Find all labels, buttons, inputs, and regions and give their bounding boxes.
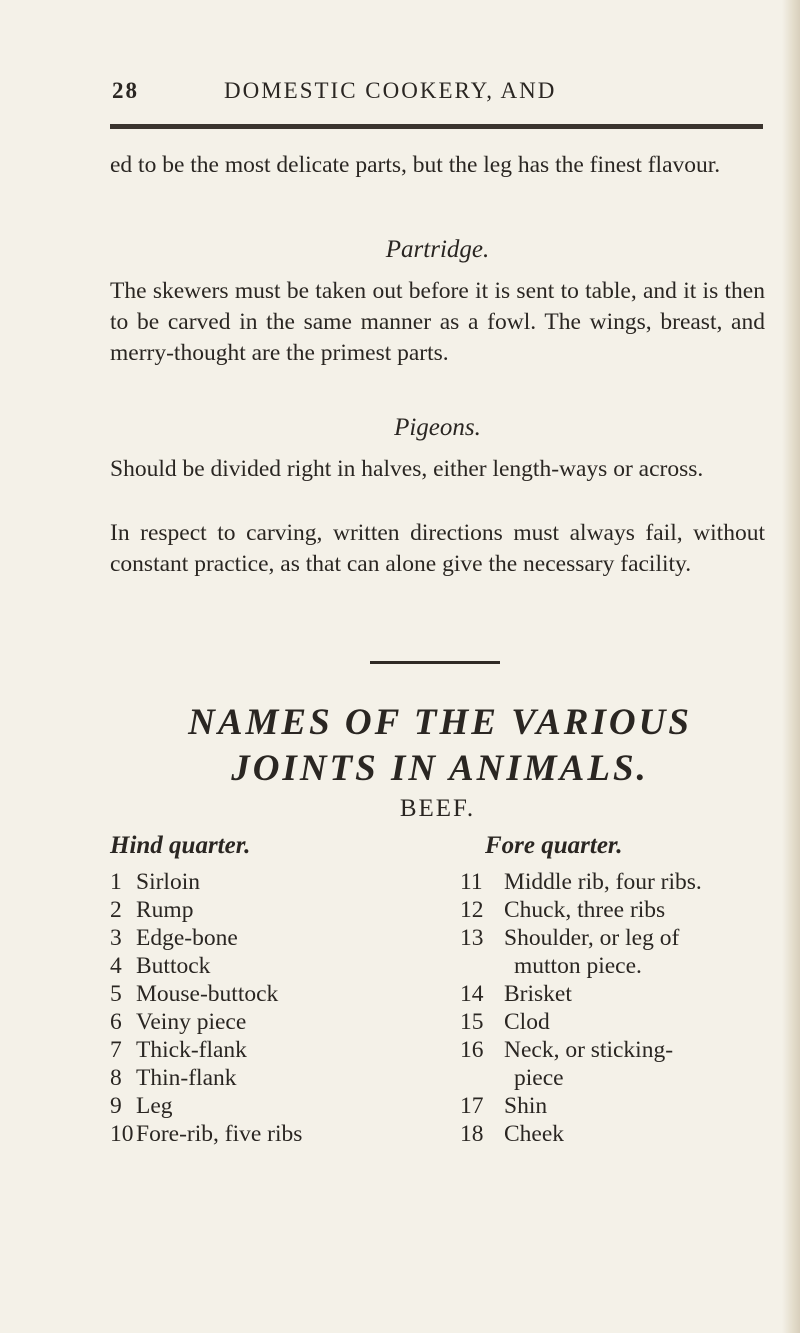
list-item: 10 Fore-rib, five ribs bbox=[110, 1121, 303, 1147]
list-item: 17 Shin bbox=[460, 1093, 548, 1119]
list-item: 5 Mouse-buttock bbox=[110, 981, 279, 1007]
list-item: 4 Buttock bbox=[110, 953, 211, 979]
list-item: 15 Clod bbox=[460, 1009, 550, 1035]
section-title-line-1: NAMES OF THE VARIOUS bbox=[188, 702, 692, 743]
section-title bbox=[100, 700, 780, 792]
list-item: 12 Chuck, three ribs bbox=[460, 897, 666, 923]
list-item: 1 Sirloin bbox=[110, 869, 200, 895]
running-head bbox=[112, 78, 712, 110]
section-divider bbox=[370, 661, 500, 664]
list-item: 16 Neck, or sticking- bbox=[460, 1037, 674, 1063]
list-item: 3 Edge-bone bbox=[110, 925, 238, 951]
page-edge-shadow bbox=[782, 0, 800, 1333]
list-item: 6 Veiny piece bbox=[110, 1009, 247, 1035]
subheading-beef: BEEF. bbox=[399, 795, 476, 822]
list-item: 13 Shoulder, or leg of bbox=[460, 925, 680, 951]
hind-quarter-heading: Hind quarter. bbox=[110, 832, 251, 859]
list-item-continuation: piece bbox=[514, 1065, 564, 1091]
list-item: 8 Thin-flank bbox=[110, 1065, 237, 1091]
list-item: 2 Rump bbox=[110, 897, 194, 923]
paragraph-carving-practice: In respect to carving, written directions must always fail, without constant practice, as that can alone give the necessary facility. bbox=[110, 520, 765, 577]
hind-quarter-list bbox=[110, 868, 302, 1148]
fore-quarter-list bbox=[460, 868, 702, 1148]
list-item: 11 Middle rib, four ribs. bbox=[460, 869, 702, 895]
header-rule bbox=[110, 124, 763, 129]
page-number: 28 bbox=[112, 78, 139, 103]
list-item: 9 Leg bbox=[110, 1093, 173, 1119]
list-item-continuation: mutton piece. bbox=[514, 953, 642, 979]
paragraph-partridge: The skewers must be taken out before it is sent to table, and it is then to be carved in the same manner as a fowl. The wings, breast, and merry-thought are the primest parts. bbox=[110, 278, 765, 366]
section-title-line-2: JOINTS IN ANIMALS. bbox=[231, 748, 649, 789]
heading-pigeons: Pigeons. bbox=[394, 414, 481, 441]
paragraph-pigeons: Should be divided right in halves, either length-ways or across. bbox=[110, 456, 704, 482]
paragraph-carving-end: ed to be the most delicate parts, but the leg has the finest flavour. bbox=[110, 152, 721, 178]
fore-quarter-heading: Fore quarter. bbox=[485, 832, 623, 859]
running-title: DOMESTIC COOKERY, AND bbox=[224, 78, 557, 103]
list-item: 7 Thick-flank bbox=[110, 1037, 247, 1063]
heading-partridge: Partridge. bbox=[385, 236, 490, 263]
list-item: 14 Brisket bbox=[460, 981, 572, 1007]
list-item: 18 Cheek bbox=[460, 1121, 565, 1147]
